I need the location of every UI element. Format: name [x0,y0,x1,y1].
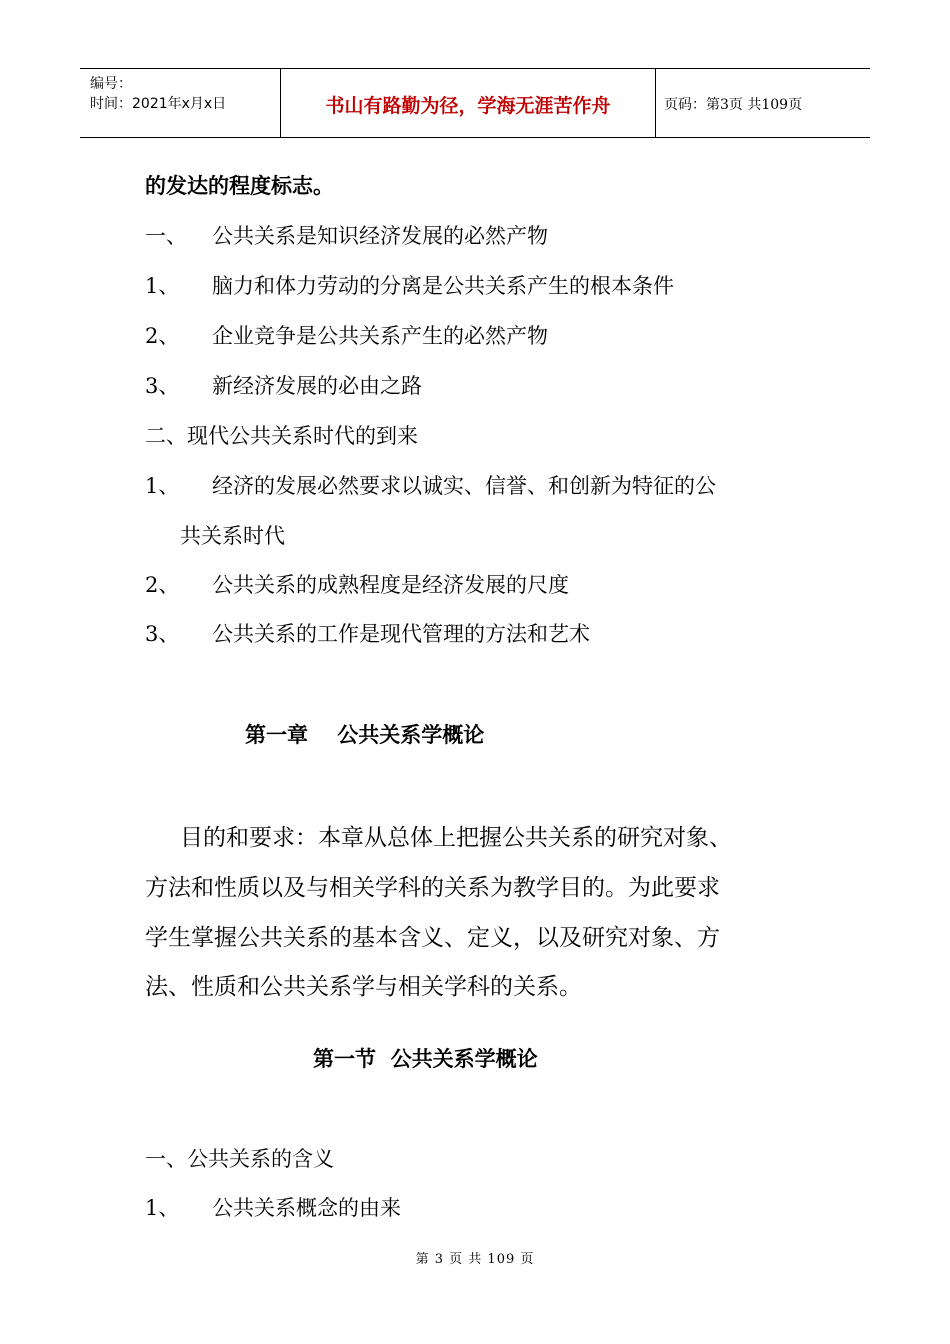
list-marker: 3、 [145,374,180,398]
motto-text: 书山有路勤为径，学海无涯苦作舟 [325,95,611,117]
page-footer: 第 3 页 共 109 页 [415,1252,535,1267]
paragraph-line: 方法和性质以及与相关学科的关系为教学目的。为此要求 [145,875,720,901]
paragraph-line: 目的和要求：本章从总体上把握公共关系的研究对象、 [180,825,732,851]
list-item: 经济的发展必然要求以诚实、信誉、和创新为特征的公 [212,474,716,498]
paragraph-line: 学生掌握公共关系的基本含义、定义，以及研究对象、方 [145,925,720,951]
list-item: 公共关系的工作是现代管理的方法和艺术 [212,622,590,646]
chapter-title: 第一章 公共关系学概论 [245,722,485,747]
time-label: 时间：2021年x月x日 [90,96,227,112]
list-marker: 2、 [145,324,180,348]
section-title: 第一节 公共关系学概论 [313,1046,538,1071]
paragraph-line: 法、性质和公共关系学与相关学科的关系。 [145,974,582,1000]
header-page-cell [656,69,870,137]
list-item: 公共关系是知识经济发展的必然产物 [212,224,548,248]
list-item: 脑力和体力劳动的分离是公共关系产生的根本条件 [212,274,674,298]
list-marker: 1、 [145,274,180,298]
list-item-continuation: 共关系时代 [180,524,285,548]
list-marker: 1、 [145,474,180,498]
list-item: 企业竞争是公共关系产生的必然产物 [212,324,548,348]
heading-line: 二、现代公共关系时代的到来 [145,424,418,448]
document-header [80,68,870,138]
list-marker: 3、 [145,622,180,646]
page-info: 页码：第3页 共109页 [664,97,803,113]
list-marker: 一、 [145,224,187,248]
continuation-line: 的发达的程度标志。 [145,173,334,198]
header-meta-cell [80,69,281,137]
list-item: 公共关系概念的由来 [212,1196,401,1220]
list-marker: 2、 [145,573,180,597]
header-motto-cell [281,69,656,137]
list-item: 新经济发展的必由之路 [212,374,422,398]
list-item: 公共关系的成熟程度是经济发展的尺度 [212,573,569,597]
list-marker: 1、 [145,1196,180,1220]
heading-line: 一、公共关系的含义 [145,1147,334,1171]
code-label: 编号： [90,76,132,92]
